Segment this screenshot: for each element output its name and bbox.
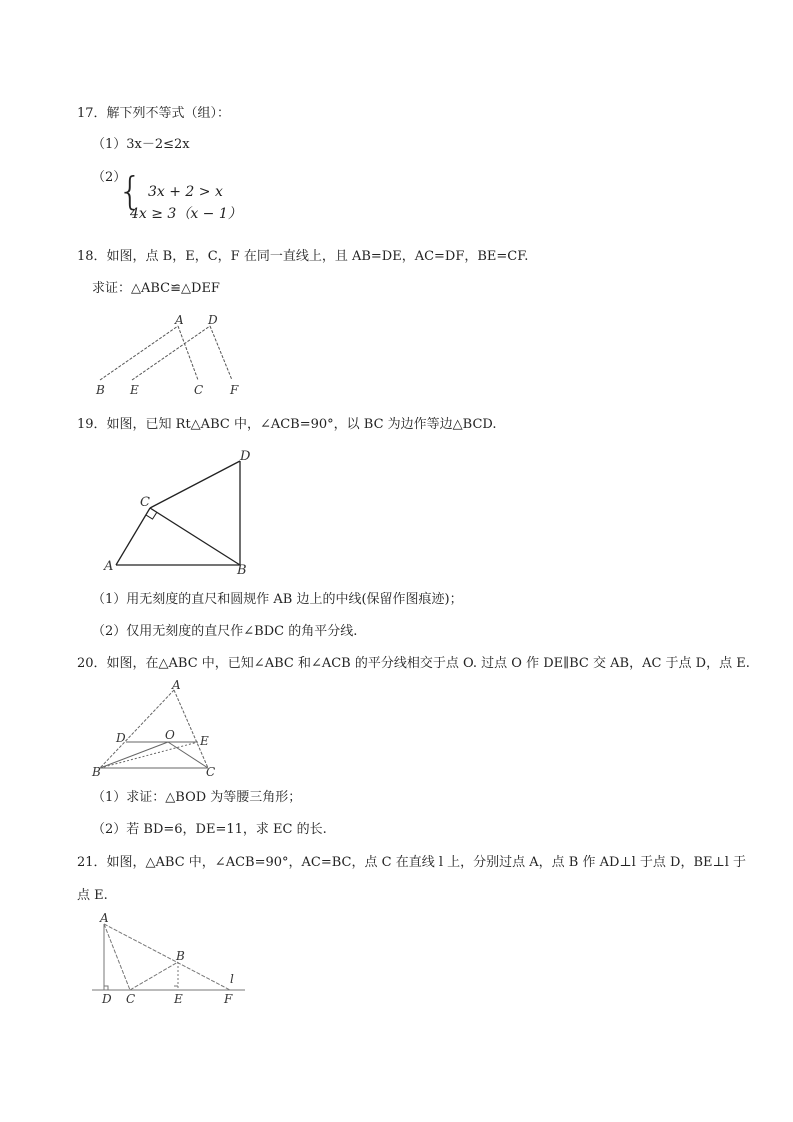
q18-label-a: A xyxy=(175,313,184,327)
q18-label-e: E xyxy=(130,383,139,397)
q21-label-l: l xyxy=(230,972,234,986)
q17-title: 17．解下列不等式（组）： xyxy=(77,106,231,121)
q18-figure xyxy=(90,310,250,400)
q20-label-d: D xyxy=(116,731,126,745)
q21-label-a: A xyxy=(100,911,109,925)
q20-label-o: O xyxy=(165,728,175,742)
q19-part2: （2）仅用无刻度的直尺作∠BDC 的角平分线. xyxy=(92,624,358,639)
q19-label-c: C xyxy=(140,495,150,510)
q19-label-d: D xyxy=(240,449,251,464)
q20-figure xyxy=(90,680,230,780)
q19-text: 19．如图，已知 Rt△ABC 中，∠ACB=90°，以 BC 为边作等边△BCD. xyxy=(77,417,497,432)
q21-text-line1: 21．如图，△ABC 中，∠ACB=90°，AC=BC，点 C 在直线 l 上，分别过点 A，点 B 作 AD⊥l 于点 D，BE⊥l 于 xyxy=(77,855,747,870)
q17-part2-label: （2） xyxy=(92,170,127,185)
q17-part1: （1）3x－2≤2x xyxy=(92,137,190,152)
q19-label-a: A xyxy=(104,559,114,574)
q20-label-e: E xyxy=(200,734,209,748)
q18-prove: 求证：△ABC≌△DEF xyxy=(92,281,220,296)
q20-part1: （1）求证：△BOD 为等腰三角形； xyxy=(92,790,302,805)
q20-part2: （2）若 BD=6，DE=11，求 EC 的长. xyxy=(92,822,327,837)
q20-text: 20．如图，在△ABC 中，已知∠ABC 和∠ACB 的平分线相交于点 O. 过点 O 作 DE∥BC 交 AB，AC 于点 D，点 E. xyxy=(77,656,750,671)
q20-label-a: A xyxy=(172,680,181,692)
q19-part1: （1）用无刻度的直尺和圆规作 AB 边上的中线(保留作图痕迹)； xyxy=(92,592,463,607)
q18-label-c: C xyxy=(194,383,204,397)
q21-label-b: B xyxy=(176,949,185,963)
q17-system-line2: 4x ≥ 3（x − 1） xyxy=(130,206,242,222)
q21-label-c: C xyxy=(126,992,136,1006)
q21-label-d: D xyxy=(102,992,112,1006)
q18-label-f: F xyxy=(230,383,239,397)
q18-label-d: D xyxy=(208,313,218,327)
q21-label-e: E xyxy=(174,992,183,1006)
q21-text-line2: 点 E. xyxy=(77,888,108,903)
q18-text: 18．如图，点 B，E，C，F 在同一直线上，且 AB=DE，AC=DF，BE=CF. xyxy=(77,249,529,264)
q18-label-b: B xyxy=(96,383,105,397)
q17-system-line1: 3x + 2 > x xyxy=(148,184,223,200)
system-brace: { xyxy=(118,169,143,213)
q20-label-c: C xyxy=(206,765,216,779)
q21-label-f: F xyxy=(224,992,233,1006)
q19-figure xyxy=(100,448,280,578)
q19-label-b: B xyxy=(237,563,247,578)
q21-figure xyxy=(90,910,260,1010)
q20-label-b: B xyxy=(92,765,101,779)
